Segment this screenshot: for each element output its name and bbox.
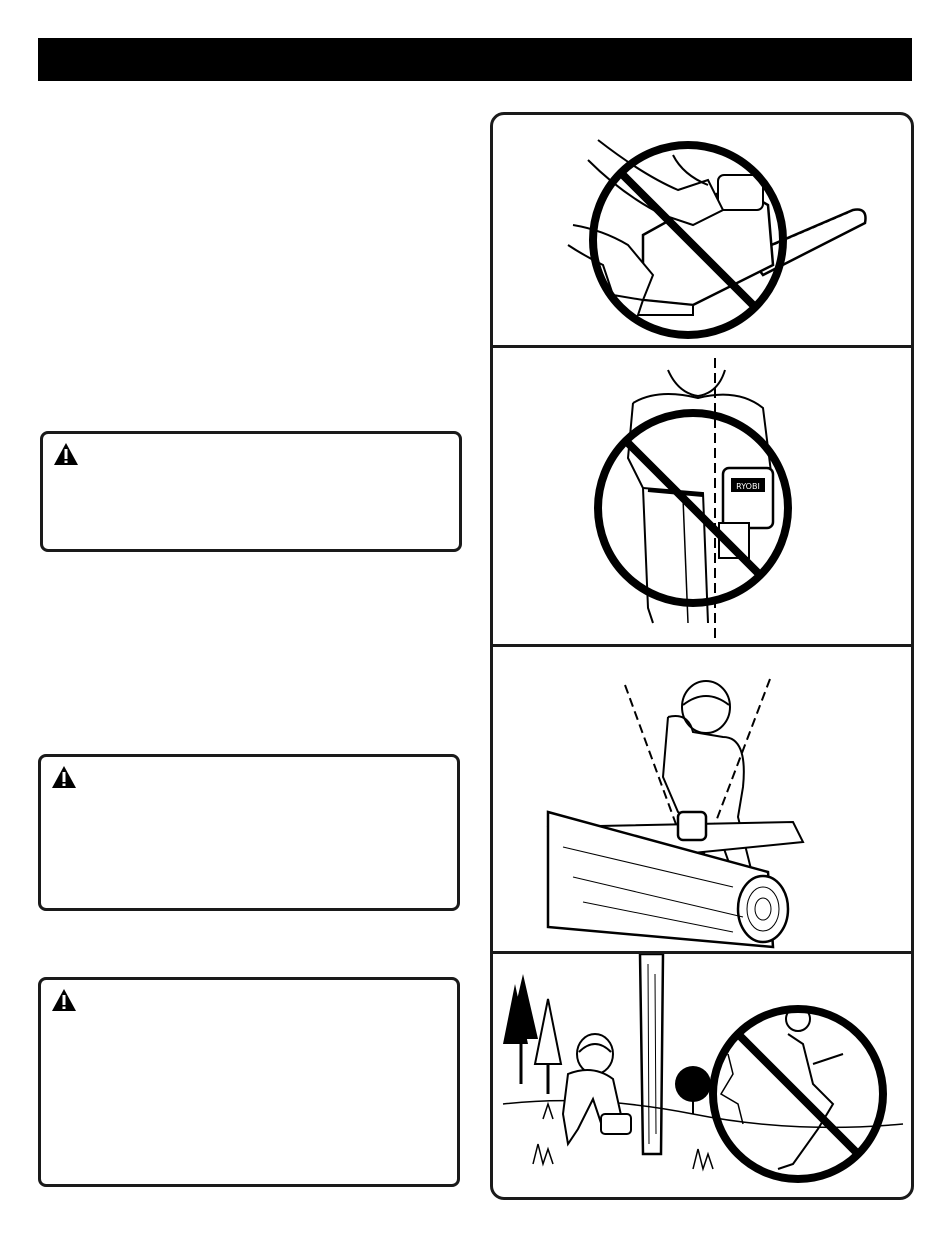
illustration-panel-3 (493, 647, 911, 951)
warning-triangle-icon (51, 765, 77, 789)
chainsaw-at-side-illustration (493, 348, 911, 644)
section-header-bar (38, 38, 912, 81)
warning-box-2 (38, 754, 460, 911)
felling-tree-illustration (493, 954, 911, 1200)
saw-brand-label: RYOBI (736, 482, 760, 491)
warning-box-1 (40, 431, 462, 552)
warning-triangle-icon (53, 442, 79, 466)
illustration-panel-4 (493, 954, 911, 1200)
warning-triangle-icon (51, 988, 77, 1012)
illustration-panel-1 (493, 115, 911, 345)
illustration-panel-2 (493, 348, 911, 644)
warning-box-3 (38, 977, 460, 1187)
illustration-column (490, 112, 914, 1200)
hands-on-chainsaw-illustration (493, 115, 911, 345)
cutting-log-illustration (493, 647, 911, 951)
